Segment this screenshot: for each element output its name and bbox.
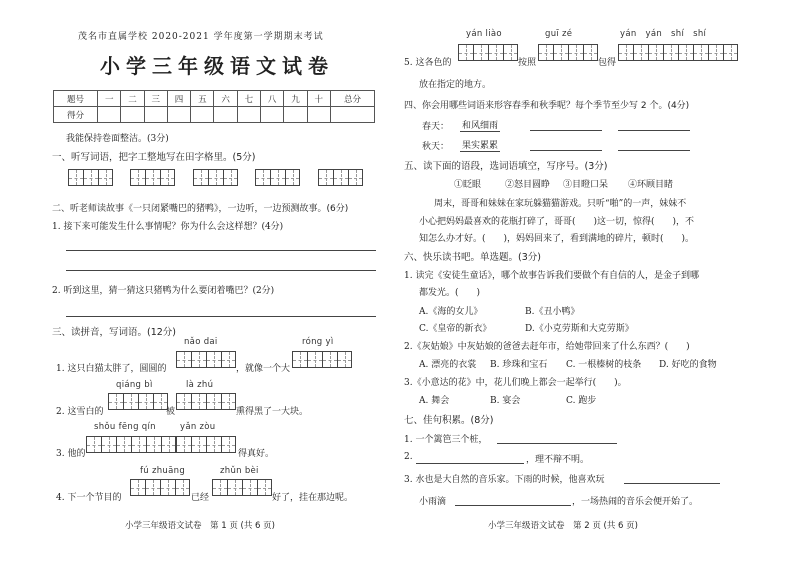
answer-grid-fu-zhuang[interactable] <box>130 479 190 496</box>
score-header-cell: 九 <box>284 91 307 107</box>
q3-2-text-b: 被 <box>166 407 176 417</box>
q7-2-text: ，理不辩不明。 <box>526 455 590 465</box>
q7-3-text: 3. 水也是大自然的音乐家。下雨的时候，他喜欢玩 <box>404 475 605 485</box>
pinyin-yan-yan-shi-shi: yán yán shí shí <box>620 29 707 39</box>
section-3-heading: 三、读拼音，写词语。(12分) <box>52 327 177 338</box>
pinyin-fu-zhuang: fú zhuāng <box>140 466 186 476</box>
autumn-answer-line[interactable] <box>530 150 602 151</box>
score-cell[interactable] <box>214 107 237 123</box>
section-1-heading: 一、听写词语，把字工整地写在田字格里。(5分) <box>52 152 256 163</box>
q6-3-option-a[interactable]: A. 舞会 <box>419 396 450 406</box>
section-5-heading: 五、读下面的语段，选词语填空，写序号。(3分) <box>404 161 608 172</box>
pinyin-shou-feng-qin: shǒu fēng qín <box>94 422 156 432</box>
q3-2-text-a: 2. 这雪白的 <box>56 407 104 417</box>
score-cell[interactable] <box>237 107 260 123</box>
answer-grid-nao-dai[interactable] <box>176 351 236 368</box>
q6-1-option-a[interactable]: A.《海的女儿》 <box>419 307 483 317</box>
q7-2-number: 2. <box>404 452 413 462</box>
q6-1-option-b[interactable]: B.《丑小鸭》 <box>525 307 580 317</box>
q6-2-option-a[interactable]: A. 漂亮的衣裳 <box>419 360 477 370</box>
score-cell[interactable] <box>144 107 167 123</box>
q3-1-text-b: ，就像一个大 <box>236 364 291 374</box>
score-cell[interactable] <box>284 107 307 123</box>
autumn-example: 果实累累 <box>460 138 500 152</box>
pinyin-qiang-bi: qiáng bì <box>116 380 153 390</box>
autumn-answer-line[interactable] <box>618 150 690 151</box>
option-1: ①眨眼 <box>454 180 482 190</box>
q6-1-option-d[interactable]: D.《小克劳斯和大克劳斯》 <box>525 324 634 334</box>
answer-grid-qiang-bi[interactable] <box>108 393 168 410</box>
q6-2-option-d[interactable]: D. 好吃的食物 <box>659 360 717 370</box>
dictation-grid[interactable] <box>255 169 300 186</box>
q5-text-c: 包得 <box>598 58 617 68</box>
q7-4-answer-line[interactable] <box>455 505 571 506</box>
q7-4-text-b: ，一场热闹的音乐会便开始了。 <box>572 497 699 507</box>
pinyin-zhun-bei: zhǔn bèi <box>220 466 259 476</box>
answer-grid-rong-yi[interactable] <box>292 351 352 368</box>
spring-answer-line[interactable] <box>618 130 690 131</box>
dictation-grid[interactable] <box>68 169 113 186</box>
option-2: ②怒目圆睁 <box>505 180 551 190</box>
left-page-footer: 小学三年级语文试卷 第 1 页 (共 6 页) <box>125 521 275 531</box>
option-4: ④环顾目睹 <box>628 180 674 190</box>
answer-grid-shou-feng-qin[interactable] <box>86 436 176 453</box>
pinyin-gui-ze: guī zé <box>545 29 573 39</box>
q6-2-option-b[interactable]: B. 珍珠和宝石 <box>490 360 548 370</box>
score-cell[interactable] <box>330 107 374 123</box>
passage-line-2: 小心把妈妈最喜欢的花瓶打碎了，哥哥( )这一切，惊得( )，不 <box>419 217 695 227</box>
score-header-cell: 三 <box>144 91 167 107</box>
score-cell[interactable] <box>98 107 121 123</box>
score-cell[interactable] <box>121 107 144 123</box>
q6-1-option-c[interactable]: C.《皇帝的新衣》 <box>419 324 492 334</box>
dictation-grid[interactable] <box>318 169 363 186</box>
score-header-cell: 八 <box>261 91 284 107</box>
q3-3-text-b: 得真好。 <box>238 449 275 459</box>
q3-4-text-a: 4. 下一个节目的 <box>56 493 122 503</box>
q6-2-option-c[interactable]: C. 一根榛树的枝条 <box>566 360 642 370</box>
score-table-header-row <box>54 91 375 107</box>
passage-line-3: 知怎么办才好。( )，妈妈回来了，看到满地的碎片，顿时( )。 <box>419 234 695 244</box>
passage-line-1: 周末，哥哥和妹妹在家玩躲猫猫游戏。只听“啪”的一声，妹妹不 <box>434 199 687 209</box>
score-row-label: 得分 <box>54 107 98 123</box>
q5-text-b: 按照 <box>518 58 537 68</box>
score-header-cell: 六 <box>214 91 237 107</box>
q7-4-text-a: 小雨滴 <box>419 497 447 507</box>
score-header-cell: 五 <box>191 91 214 107</box>
q6-2-text: 2.《灰姑娘》中灰姑娘的爸爸去赶年市，给她带回来了什么东西？( ) <box>404 342 690 352</box>
spring-example: 和风细雨 <box>460 118 500 132</box>
q3-2-text-c: 熏得黑了一大块。 <box>236 407 309 417</box>
right-page-footer: 小学三年级语文试卷 第 2 页 (共 6 页) <box>488 521 638 531</box>
pinyin-rong-yi: róng yì <box>302 337 334 347</box>
score-cell[interactable] <box>191 107 214 123</box>
neat-writing-note: 我能保持卷面整洁。(3分) <box>66 134 169 144</box>
q6-1-line-2: 都发光。( ) <box>419 288 481 298</box>
score-cell[interactable] <box>307 107 330 123</box>
school-header: 茂名市直属学校 2020-2021 学年度第一学期期末考试 <box>78 32 324 42</box>
score-header-cell: 十 <box>307 91 330 107</box>
pinyin-yan-zou: yǎn zòu <box>180 422 216 432</box>
q5-text-a: 5. 这各色的 <box>404 58 452 68</box>
score-table <box>53 90 375 123</box>
score-header-cell: 题号 <box>54 91 98 107</box>
q7-1-answer-line[interactable] <box>497 443 617 444</box>
score-cell[interactable] <box>167 107 190 123</box>
q6-3-option-c[interactable]: C. 跑步 <box>566 396 597 406</box>
q6-3-option-b[interactable]: B. 宴会 <box>490 396 521 406</box>
q5-text-d: 放在指定的地方。 <box>419 80 492 90</box>
pinyin-nao-dai: nǎo dai <box>184 337 218 347</box>
pinyin-la-zhu: là zhú <box>186 380 214 390</box>
answer-grid-yan-liao[interactable] <box>458 44 518 61</box>
answer-grid-gui-ze[interactable] <box>538 44 598 61</box>
q7-2-answer-line[interactable] <box>416 463 524 464</box>
q7-1-text: 1. 一个篱笆三个桩， <box>404 435 488 445</box>
answer-grid-zhun-bei[interactable] <box>212 479 272 496</box>
page-title: 小学三年级语文试卷 <box>100 54 334 78</box>
spring-label: 春天： <box>422 122 450 132</box>
q3-4-text-c: 好了，挂在那边呢。 <box>272 493 354 503</box>
score-header-cell: 总分 <box>330 91 374 107</box>
answer-grid-yan-yan-shi-shi[interactable] <box>618 44 738 61</box>
q3-1-text-a: 1. 这只白猫太胖了，圆圆的 <box>56 364 167 374</box>
score-header-cell: 四 <box>167 91 190 107</box>
answer-grid-la-zhu[interactable] <box>176 393 236 410</box>
answer-grid-yan-zou[interactable] <box>176 436 236 453</box>
dictation-grid[interactable] <box>130 169 175 186</box>
score-cell[interactable] <box>261 107 284 123</box>
section-4-heading: 四、你会用哪些词语来形容春季和秋季呢？每个季节至少写 2 个。(4分) <box>404 101 690 111</box>
q6-3-text: 3.《小意达的花》中，花儿们晚上都会一起举行( )。 <box>404 378 627 388</box>
autumn-label: 秋天： <box>422 142 450 152</box>
option-3: ③目瞪口呆 <box>563 180 609 190</box>
pinyin-yan-liao: yán liào <box>466 29 502 39</box>
dictation-grid[interactable] <box>193 169 238 186</box>
q3-4-text-b: 已经 <box>191 493 210 503</box>
section-2-heading: 二、听老师读故事《一只闭紧嘴巴的猪鸭》，一边听，一边预测故事。(6分) <box>52 204 349 214</box>
spring-answer-line[interactable] <box>530 130 602 131</box>
answer-line[interactable] <box>66 270 376 271</box>
score-header-cell: 七 <box>237 91 260 107</box>
answer-line[interactable] <box>66 250 376 251</box>
score-header-cell: 二 <box>121 91 144 107</box>
q6-1-line-1: 1. 读完《安徒生童话》，哪个故事告诉我们要做个有自信的人，是金子到哪 <box>404 271 699 281</box>
score-table-score-row <box>54 107 375 123</box>
section-6-heading: 六、快乐读书吧。单选题。(3分) <box>404 252 541 263</box>
section-7-heading: 七、佳句积累。(8分) <box>404 415 494 426</box>
answer-line[interactable] <box>66 316 376 317</box>
score-header-cell: 一 <box>98 91 121 107</box>
q3-3-text-a: 3. 他的 <box>56 449 86 459</box>
section-2-question-2: 2. 听到这里，猜一猜这只猪鸭为什么要闭着嘴巴？(2分) <box>52 286 275 296</box>
section-2-question-1: 1. 接下来可能发生什么事情呢？你为什么会这样想？(4分) <box>52 222 284 232</box>
q7-3-answer-line[interactable] <box>624 483 720 484</box>
